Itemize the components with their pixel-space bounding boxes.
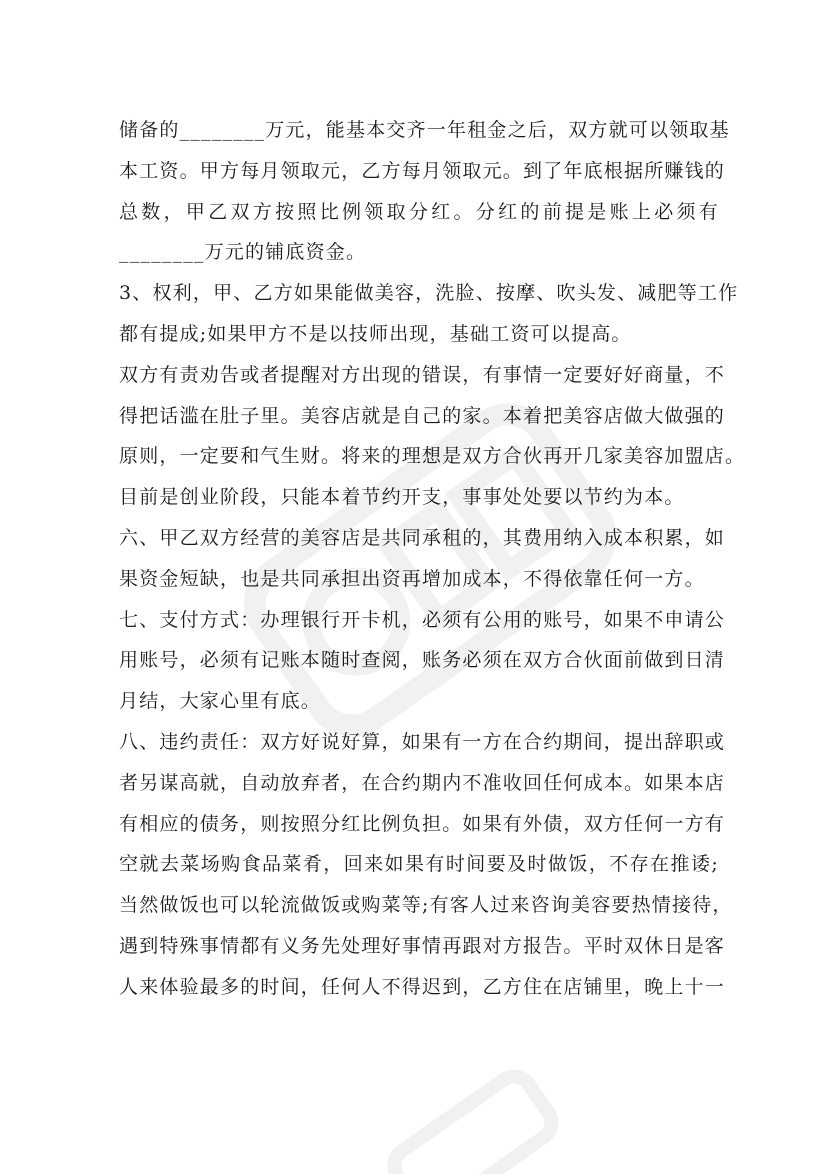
text-line: 总数，甲乙双方按照比例领取分红。分红的前提是账上必须有	[119, 200, 719, 223]
text-line: 本工资。甲方每月领取元，乙方每月领取元。到了年底根据所赚钱的	[119, 159, 726, 182]
text-line: 八、违约责任：双方好说好算，如果有一方在合约期间，提出辞职或	[119, 730, 726, 753]
text-line: 储备的________万元，能基本交齐一年租金之后，双方就可以领取基	[119, 119, 730, 141]
text-line: 用账号，必须有记账本随时查阅，账务必须在双方合伙面前做到日清	[119, 649, 726, 672]
text-line: 目前是创业阶段，只能本着节约开支，事事处处要以节约为本。	[119, 486, 685, 509]
text-line: 人来体验最多的时间，任何人不得迟到，乙方住在店铺里，晚上十一	[119, 975, 726, 998]
text-line: 当然做饭也可以轮流做饭或购菜等;有客人过来咨询美容要热情接待，	[119, 894, 733, 917]
text-line: 都有提成;如果甲方不是以技师出现，基础工资可以提高。	[119, 322, 632, 345]
paragraph-mutual-advice	[119, 355, 746, 518]
text-line: 有相应的债务，则按照分红比例负担。如果有外债，双方任何一方有	[119, 812, 726, 835]
paragraph-section-six	[119, 518, 726, 600]
paragraph-section-eight	[119, 722, 733, 1008]
paragraph-rights	[119, 273, 739, 355]
paragraph-section-seven	[119, 600, 726, 722]
text-line: 遇到特殊事情都有义务先处理好事情再跟对方报告。平时双休日是客	[119, 934, 726, 957]
text-line: 六、甲乙双方经营的美容店是共同承租的，其费用纳入成本积累，如	[119, 526, 726, 549]
text-line: 得把话滥在肚子里。美容店就是自己的家。本着把美容店做大做强的	[119, 404, 726, 427]
text-line: 空就去菜场购食品菜肴，回来如果有时间要及时做饭，不存在推诿;	[119, 853, 719, 876]
paragraph-salary	[119, 110, 730, 273]
watermark-fragment-icon	[368, 1047, 573, 1174]
text-line: 七、支付方式：办理银行开卡机，必须有公用的账号，如果不申请公	[119, 608, 726, 631]
text-line: 月结，大家心里有底。	[119, 690, 322, 713]
text-line: 3、权利，甲、乙方如果能做美容，洗脸、按摩、吹头发、减肥等工作	[119, 282, 739, 305]
text-line: 者另谋高就，自动放弃者，在合约期内不准收回任何成本。如果本店	[119, 771, 726, 794]
text-line: 果资金短缺，也是共同承担出资再增加成本，不得依靠任何一方。	[119, 567, 705, 590]
text-line: ________万元的铺底资金。	[119, 241, 367, 264]
text-line: 原则，一定要和气生财。将来的理想是双方合伙再开几家美容加盟店。	[119, 445, 746, 468]
text-line: 双方有责劝告或者提醒对方出现的错误，有事情一定要好好商量，不	[119, 363, 726, 386]
document-body	[119, 110, 746, 1008]
